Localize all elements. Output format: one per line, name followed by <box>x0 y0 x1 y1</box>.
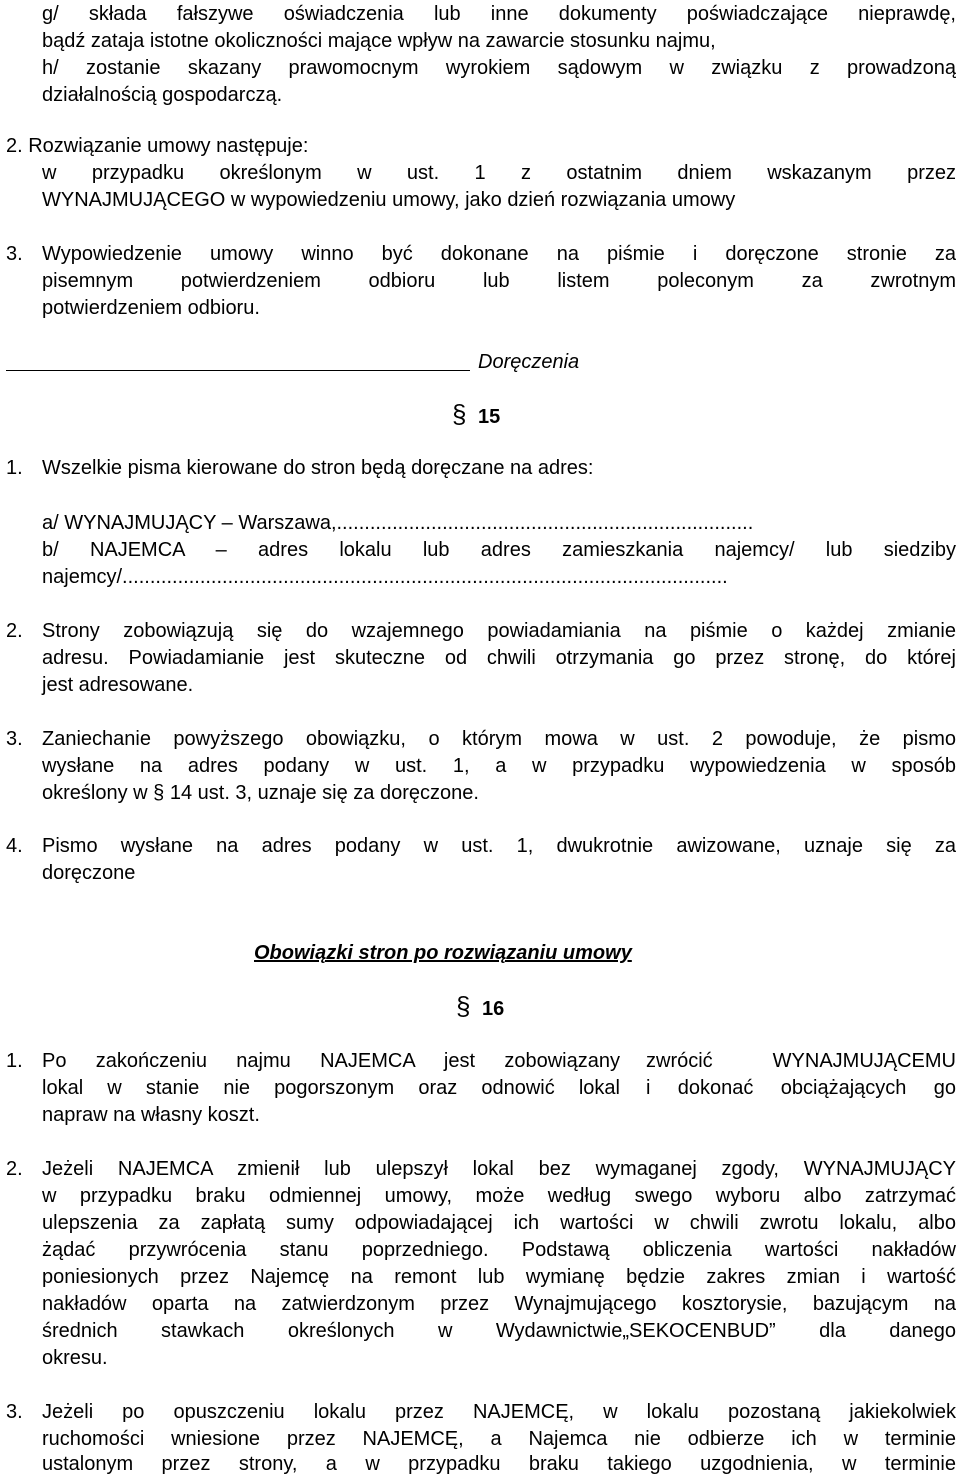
delivery-p2-line1: Strony zobowiązują się do wzajemnego powiadamiania na piśmie o każdej zmianie <box>42 620 956 642</box>
obligations-p2-line7: średnich stawkach określonych w Wydawnictwie„SEKOCENBUD” dla danego <box>42 1320 956 1342</box>
section-heading-delivery: Doręczenia <box>478 351 580 373</box>
section-number: 15 <box>478 406 501 428</box>
obligations-p2-line5: poniesionych przez Najemcę na remont lub wymianę będzie zakres zmian i wartość <box>42 1266 956 1288</box>
section-title-obligations: Obowiązki stron po rozwiązaniu umowy <box>254 942 632 964</box>
delivery-address-a: a/ WYNAJMUJĄCY – Warszawa,........................................................................... <box>42 512 754 534</box>
delivery-p1-number: 1. <box>6 457 23 479</box>
list-item-h-line2: działalnością gospodarczą. <box>42 84 283 106</box>
obligations-p1-number: 1. <box>6 1050 23 1072</box>
obligations-p2-line3: ulepszenia za zapłatą sumy odpowiadającej ich wartości w chwili zwrotu lokalu, albo <box>42 1212 956 1234</box>
delivery-p2-line2: adresu. Powiadamianie jest skuteczne od chwili otrzymania go przez stronę, do której <box>42 647 956 669</box>
paragraph-2-heading: 2. Rozwiązanie umowy następuje: <box>6 135 309 157</box>
list-item-g-line1: g/ składa fałszywe oświadczenia lub inne dokumenty poświadczające nieprawdę, <box>42 3 956 25</box>
list-item-g-line2: bądź zataja istotne okoliczności mające wpływ na zawarcie stosunku najmu, <box>42 30 716 52</box>
section-number-15 <box>452 399 501 429</box>
obligations-p1-left-line1: Po zakończeniu najmu NAJEMCA jest zobowiązany <box>42 1050 620 1072</box>
obligations-p1-right-line2: i dokonać obciążających go <box>646 1077 956 1099</box>
delivery-p4-number: 4. <box>6 835 23 857</box>
paragraph-3-line2: pisemnym potwierdzeniem odbioru lub listem poleconym za zwrotnym <box>42 270 956 292</box>
section-sign: § <box>452 399 467 429</box>
obligations-p1-left-line3: napraw na własny koszt. <box>42 1104 260 1126</box>
delivery-p3-number: 3. <box>6 728 23 750</box>
paragraph-3-number: 3. <box>6 243 23 265</box>
heading-rule <box>6 370 470 371</box>
paragraph-2-line2: w przypadku określonym w ust. 1 z ostatnim dniem wskazanym przez <box>42 162 956 184</box>
delivery-p3-line1: Zaniechanie powyższego obowiązku, o którym mowa w ust. 2 powoduje, że pismo <box>42 728 956 750</box>
delivery-address-b-line2: najemcy/............................................................................................................. <box>42 566 728 588</box>
delivery-p3-line3: określony w § 14 ust. 3, uznaje się za doręczone. <box>42 782 479 804</box>
obligations-p3-line1: Jeżeli po opuszczeniu lokalu przez NAJEMCĘ, w lokalu pozostaną jakiekolwiek <box>42 1401 956 1423</box>
delivery-p3-line2: wysłane na adres podany w ust. 1, a w przypadku wypowiedzenia w sposób <box>42 755 956 777</box>
obligations-p2-line4: żądać przywrócenia stanu poprzedniego. Podstawą obliczenia wartości nakładów <box>42 1239 956 1261</box>
paragraph-3-line3: potwierdzeniem odbioru. <box>42 297 260 319</box>
delivery-p4-line2: doręczone <box>42 862 136 884</box>
section-number-16 <box>456 991 505 1021</box>
delivery-p1-text: Wszelkie pisma kierowane do stron będą doręczane na adres: <box>42 457 594 479</box>
obligations-p2-line8: okresu. <box>42 1347 108 1369</box>
section-sign: § <box>456 991 471 1021</box>
obligations-p2-line2: w przypadku braku odmiennej umowy, może według swego wyboru albo zatrzymać <box>42 1185 956 1207</box>
obligations-p3-number: 3. <box>6 1401 23 1423</box>
delivery-p2-line3: jest adresowane. <box>42 674 194 696</box>
obligations-p3-line3: ustalonym przez strony, a w przypadku braku takiego uzgodnienia, w terminie <box>42 1453 956 1475</box>
paragraph-3-line1: Wypowiedzenie umowy winno być dokonane na piśmie i doręczone stronie za <box>42 243 956 265</box>
section-number: 16 <box>482 998 505 1020</box>
delivery-address-b-line1: b/ NAJEMCA – adres lokalu lub adres zamieszkania najemcy/ lub siedziby <box>42 539 956 561</box>
delivery-p4-line1: Pismo wysłane na adres podany w ust. 1, dwukrotnie awizowane, uznaje się za <box>42 835 956 857</box>
obligations-p2-number: 2. <box>6 1158 23 1180</box>
obligations-p2-line1: Jeżeli NAJEMCA zmienił lub ulepszył lokal bez wymaganej zgody, WYNAJMUJĄCY <box>42 1158 956 1180</box>
obligations-p2-line6: nakładów oparta na zatwierdzonym przez Wynajmującego kosztorysie, bazującym na <box>42 1293 956 1315</box>
delivery-p2-number: 2. <box>6 620 23 642</box>
obligations-p1-left-line2: lokal w stanie nie pogorszonym oraz odnowić lokal <box>42 1077 620 1099</box>
obligations-p3-line2: ruchomości wniesione przez NAJEMCĘ, a Najemca nie odbierze ich w terminie <box>42 1428 956 1450</box>
paragraph-2-line3: WYNAJMUJĄCEGO w wypowiedzeniu umowy, jako dzień rozwiązania umowy <box>42 189 736 211</box>
list-item-h-line1: h/ zostanie skazany prawomocnym wyrokiem sądowym w związku z prowadzoną <box>42 57 956 79</box>
obligations-p1-right-line1: zwrócić WYNAJMUJĄCEMU <box>646 1050 956 1072</box>
